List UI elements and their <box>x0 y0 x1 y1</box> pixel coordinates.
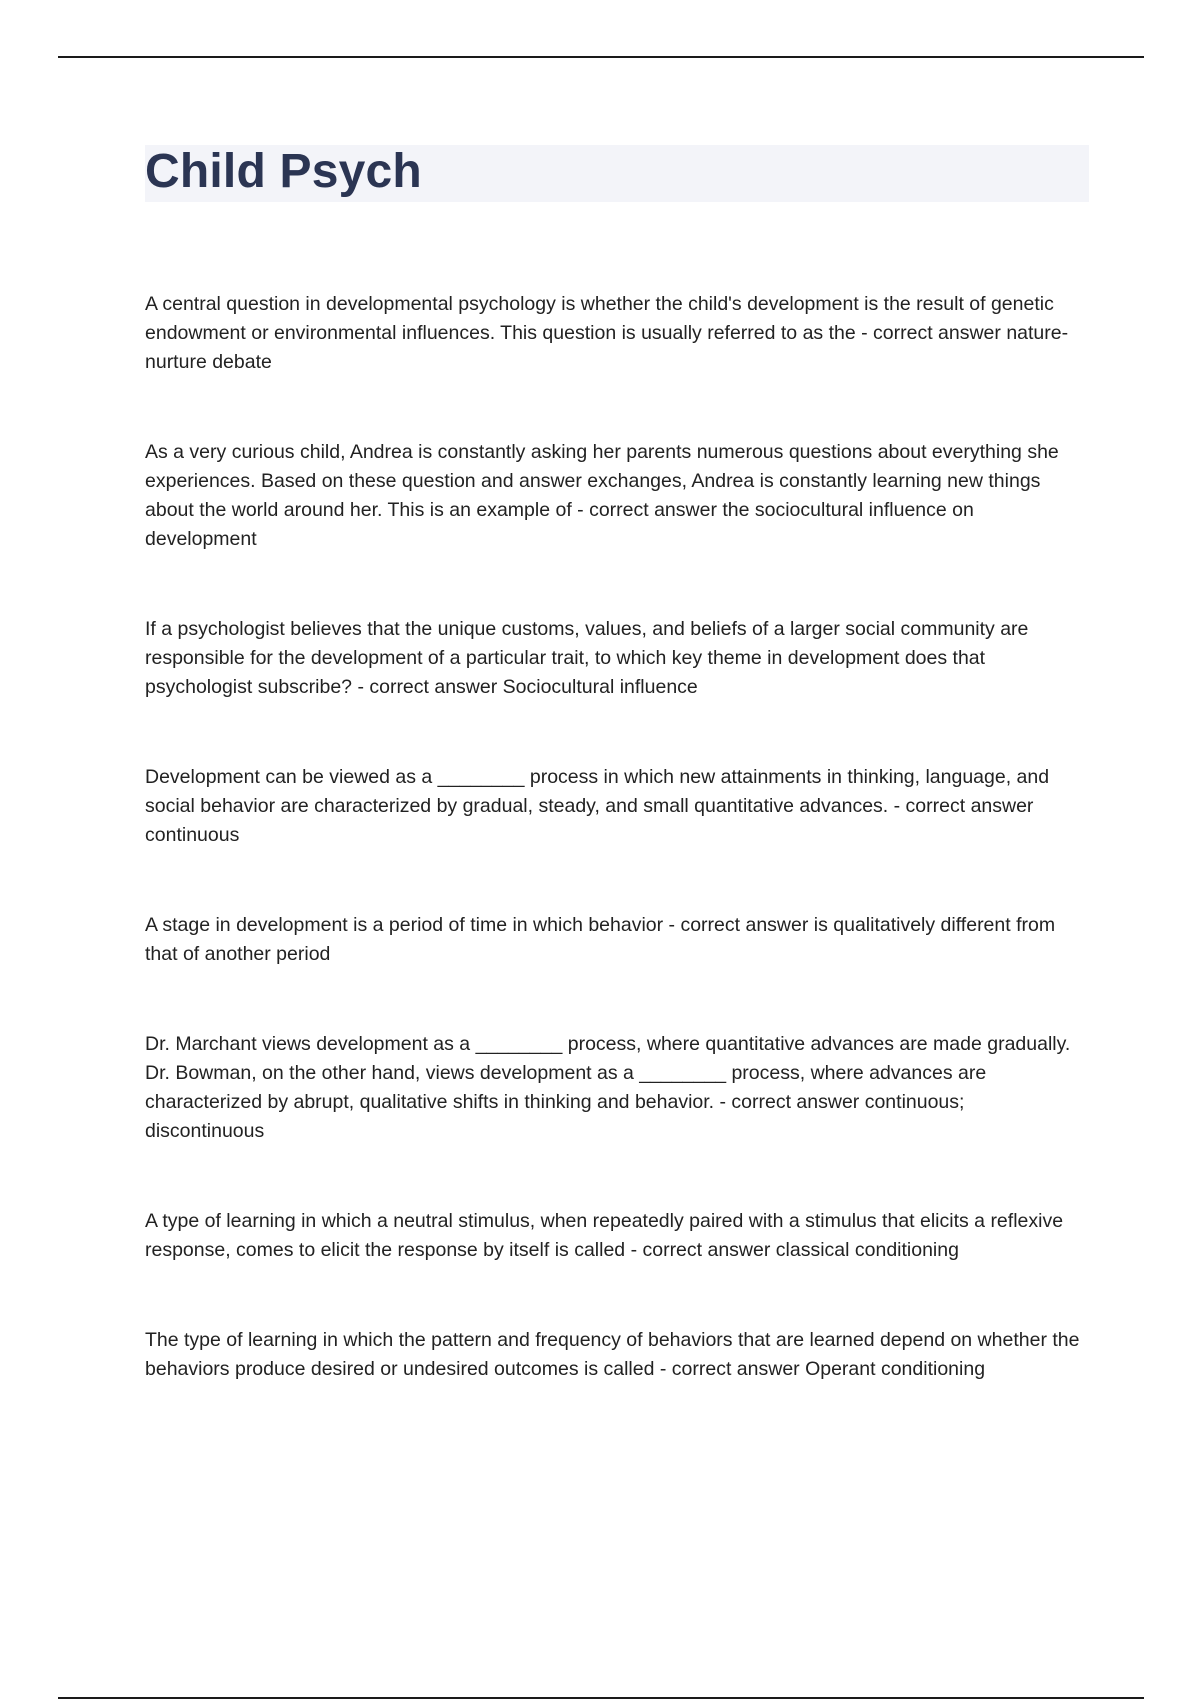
qa-item: Development can be viewed as a ________ process in which new attainments in thinking, language, and social behavior are characterized by gradual, steady, and small quantitative advances. - correct answer continuous <box>145 766 1050 846</box>
bottom-rule <box>58 1697 1144 1699</box>
qa-item: Dr. Marchant views development as a ________ process, where quantitative advances are made gradually. Dr. Bowman, on the other hand, views development as a ________ process, where advances are characterized by abrupt, qualitative shifts in thinking and behavior. - correct answer continuous; discontinuous <box>145 1033 1071 1142</box>
qa-item: If a psychologist believes that the unique customs, values, and beliefs of a larger social community are responsible for the development of a particular trait, to which key theme in development does that psychologist subscribe? - correct answer Sociocultural influence <box>145 618 1029 698</box>
qa-item: A stage in development is a period of time in which behavior - correct answer is qualitatively different from that of another period <box>145 914 1056 965</box>
qa-list <box>145 290 1085 1445</box>
qa-item: A type of learning in which a neutral stimulus, when repeatedly paired with a stimulus that elicits a reflexive response, comes to elicit the response by itself is called - correct answer classical conditioning <box>145 1210 1064 1261</box>
page-title: Child Psych <box>145 145 422 198</box>
qa-item: The type of learning in which the pattern and frequency of behaviors that are learned depend on whether the behaviors produce desired or undesired outcomes is called - correct answer Operant conditioning <box>145 1329 1080 1380</box>
qa-item: As a very curious child, Andrea is constantly asking her parents numerous questions about everything she experiences. Based on these question and answer exchanges, Andrea is constantly learning new things about the world around her. This is an example of - correct answer the sociocultural influence on development <box>145 441 1059 550</box>
qa-item: A central question in developmental psychology is whether the child's development is the result of genetic endowment or environmental influences. This question is usually referred to as the - correct answer nature-nurture debate <box>145 293 1069 373</box>
top-rule <box>58 56 1144 58</box>
